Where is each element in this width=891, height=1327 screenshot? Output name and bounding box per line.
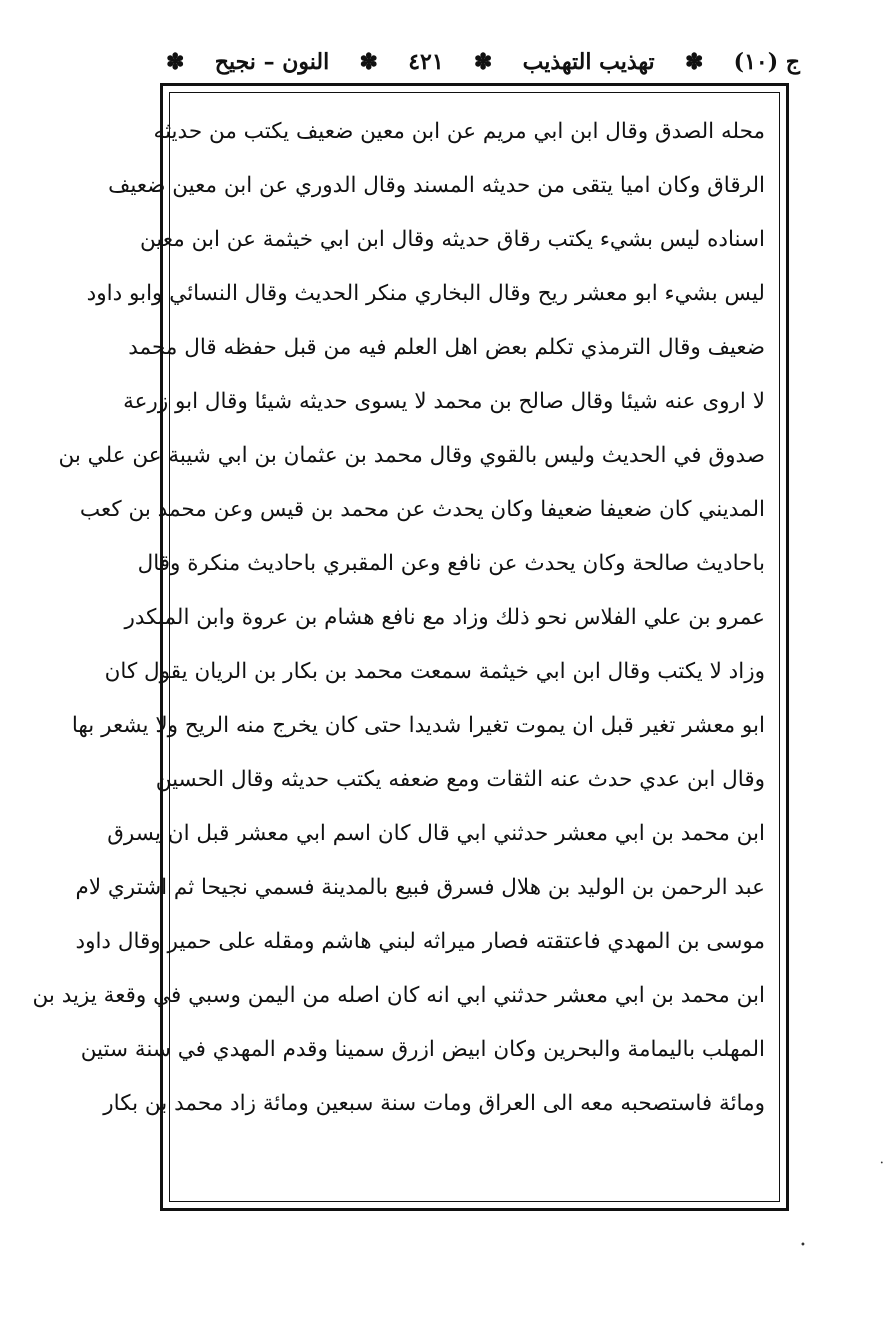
text-line: وقال ابن عدي حدث عنه الثقات ومع ضعفه يكتب حديثه وقال الحسين — [155, 767, 765, 792]
running-header — [160, 42, 800, 82]
text-line: ليس بشيء ابو معشر ريح وقال البخاري منكر الحديث وقال النسائي وابو داود — [86, 281, 765, 306]
text-line: ابن محمد بن ابي معشر حدثني ابي انه كان اصله من اليمن وسبي في وقعة يزيد بن — [32, 983, 765, 1008]
page-number: ٤٢١ — [408, 49, 444, 75]
scan-speck: • — [800, 1240, 806, 1251]
volume-label: ج (١٠) — [733, 49, 800, 75]
text-line: صدوق في الحديث وليس بالقوي وقال محمد بن عثمان بن ابي شيبة عن علي بن — [58, 443, 765, 468]
text-line: محله الصدق وقال ابن ابي مريم عن ابن معين ضعيف يكتب من حديثه — [153, 119, 765, 144]
text-line: ومائة فاستصحبه معه الى العراق ومات سنة سبعين ومائة زاد محمد بن بكار — [103, 1091, 765, 1116]
text-line: ابن محمد بن ابي معشر حدثني ابي قال كان اسم ابي معشر قبل ان يسرق — [107, 821, 765, 846]
text-line: المديني كان ضعيفا ضعيفا وكان يحدث عن محمد بن قيس وعن محمد بن كعب — [79, 497, 765, 522]
text-line: لا اروى عنه شيئا وقال صالح بن محمد لا يسوى حديثه شيئا وقال ابو زرعة — [123, 389, 765, 414]
ornament-icon: ✽ — [684, 49, 704, 75]
text-line: ابو معشر تغير قبل ان يموت تغيرا شديدا حتى كان يخرج منه الريح ولا يشعر بها — [71, 713, 765, 738]
ornament-icon: ✽ — [359, 49, 378, 75]
ornament-icon: ✽ — [473, 49, 493, 75]
text-line: اسناده ليس بشيء يكتب رقاق حديثه وقال ابن ابي خيثمة عن ابن معين — [140, 227, 765, 252]
scan-speck: • — [880, 1160, 884, 1167]
body-text — [32, 105, 765, 1131]
text-line: عبد الرحمن بن الوليد بن هلال فسرق فبيع بالمدينة فسمي نجيحا ثم اشتري لام — [75, 875, 765, 900]
section-title: النون – نجيح — [214, 49, 330, 75]
ornament-icon: ✽ — [166, 49, 185, 75]
text-line: عمرو بن علي الفلاس نحو ذلك وزاد مع نافع هشام بن عروة وابن المنكدر — [124, 605, 765, 630]
book-title: تهذيب التهذيب — [522, 49, 655, 75]
text-line: باحاديث صالحة وكان يحدث عن نافع وعن المقبري باحاديث منكرة وقال — [137, 551, 765, 576]
text-line: المهلب باليمامة والبحرين وكان ابيض ازرق سمينا وقدم المهدي في سنة ستين — [80, 1037, 765, 1062]
text-line: موسى بن المهدي فاعتقته فصار ميراثه لبني هاشم ومقله على حمير وقال داود — [75, 929, 765, 954]
text-line: الرقاق وكان اميا يتقى من حديثه المسند وقال الدوري عن ابن معين ضعيف — [108, 173, 765, 198]
text-line: ضعيف وقال الترمذي تكلم بعض اهل العلم فيه من قبل حفظه قال محمد — [128, 335, 765, 360]
text-line: وزاد لا يكتب وقال ابن ابي خيثمة سمعت محمد بن بكار بن الريان يقول كان — [104, 659, 765, 684]
